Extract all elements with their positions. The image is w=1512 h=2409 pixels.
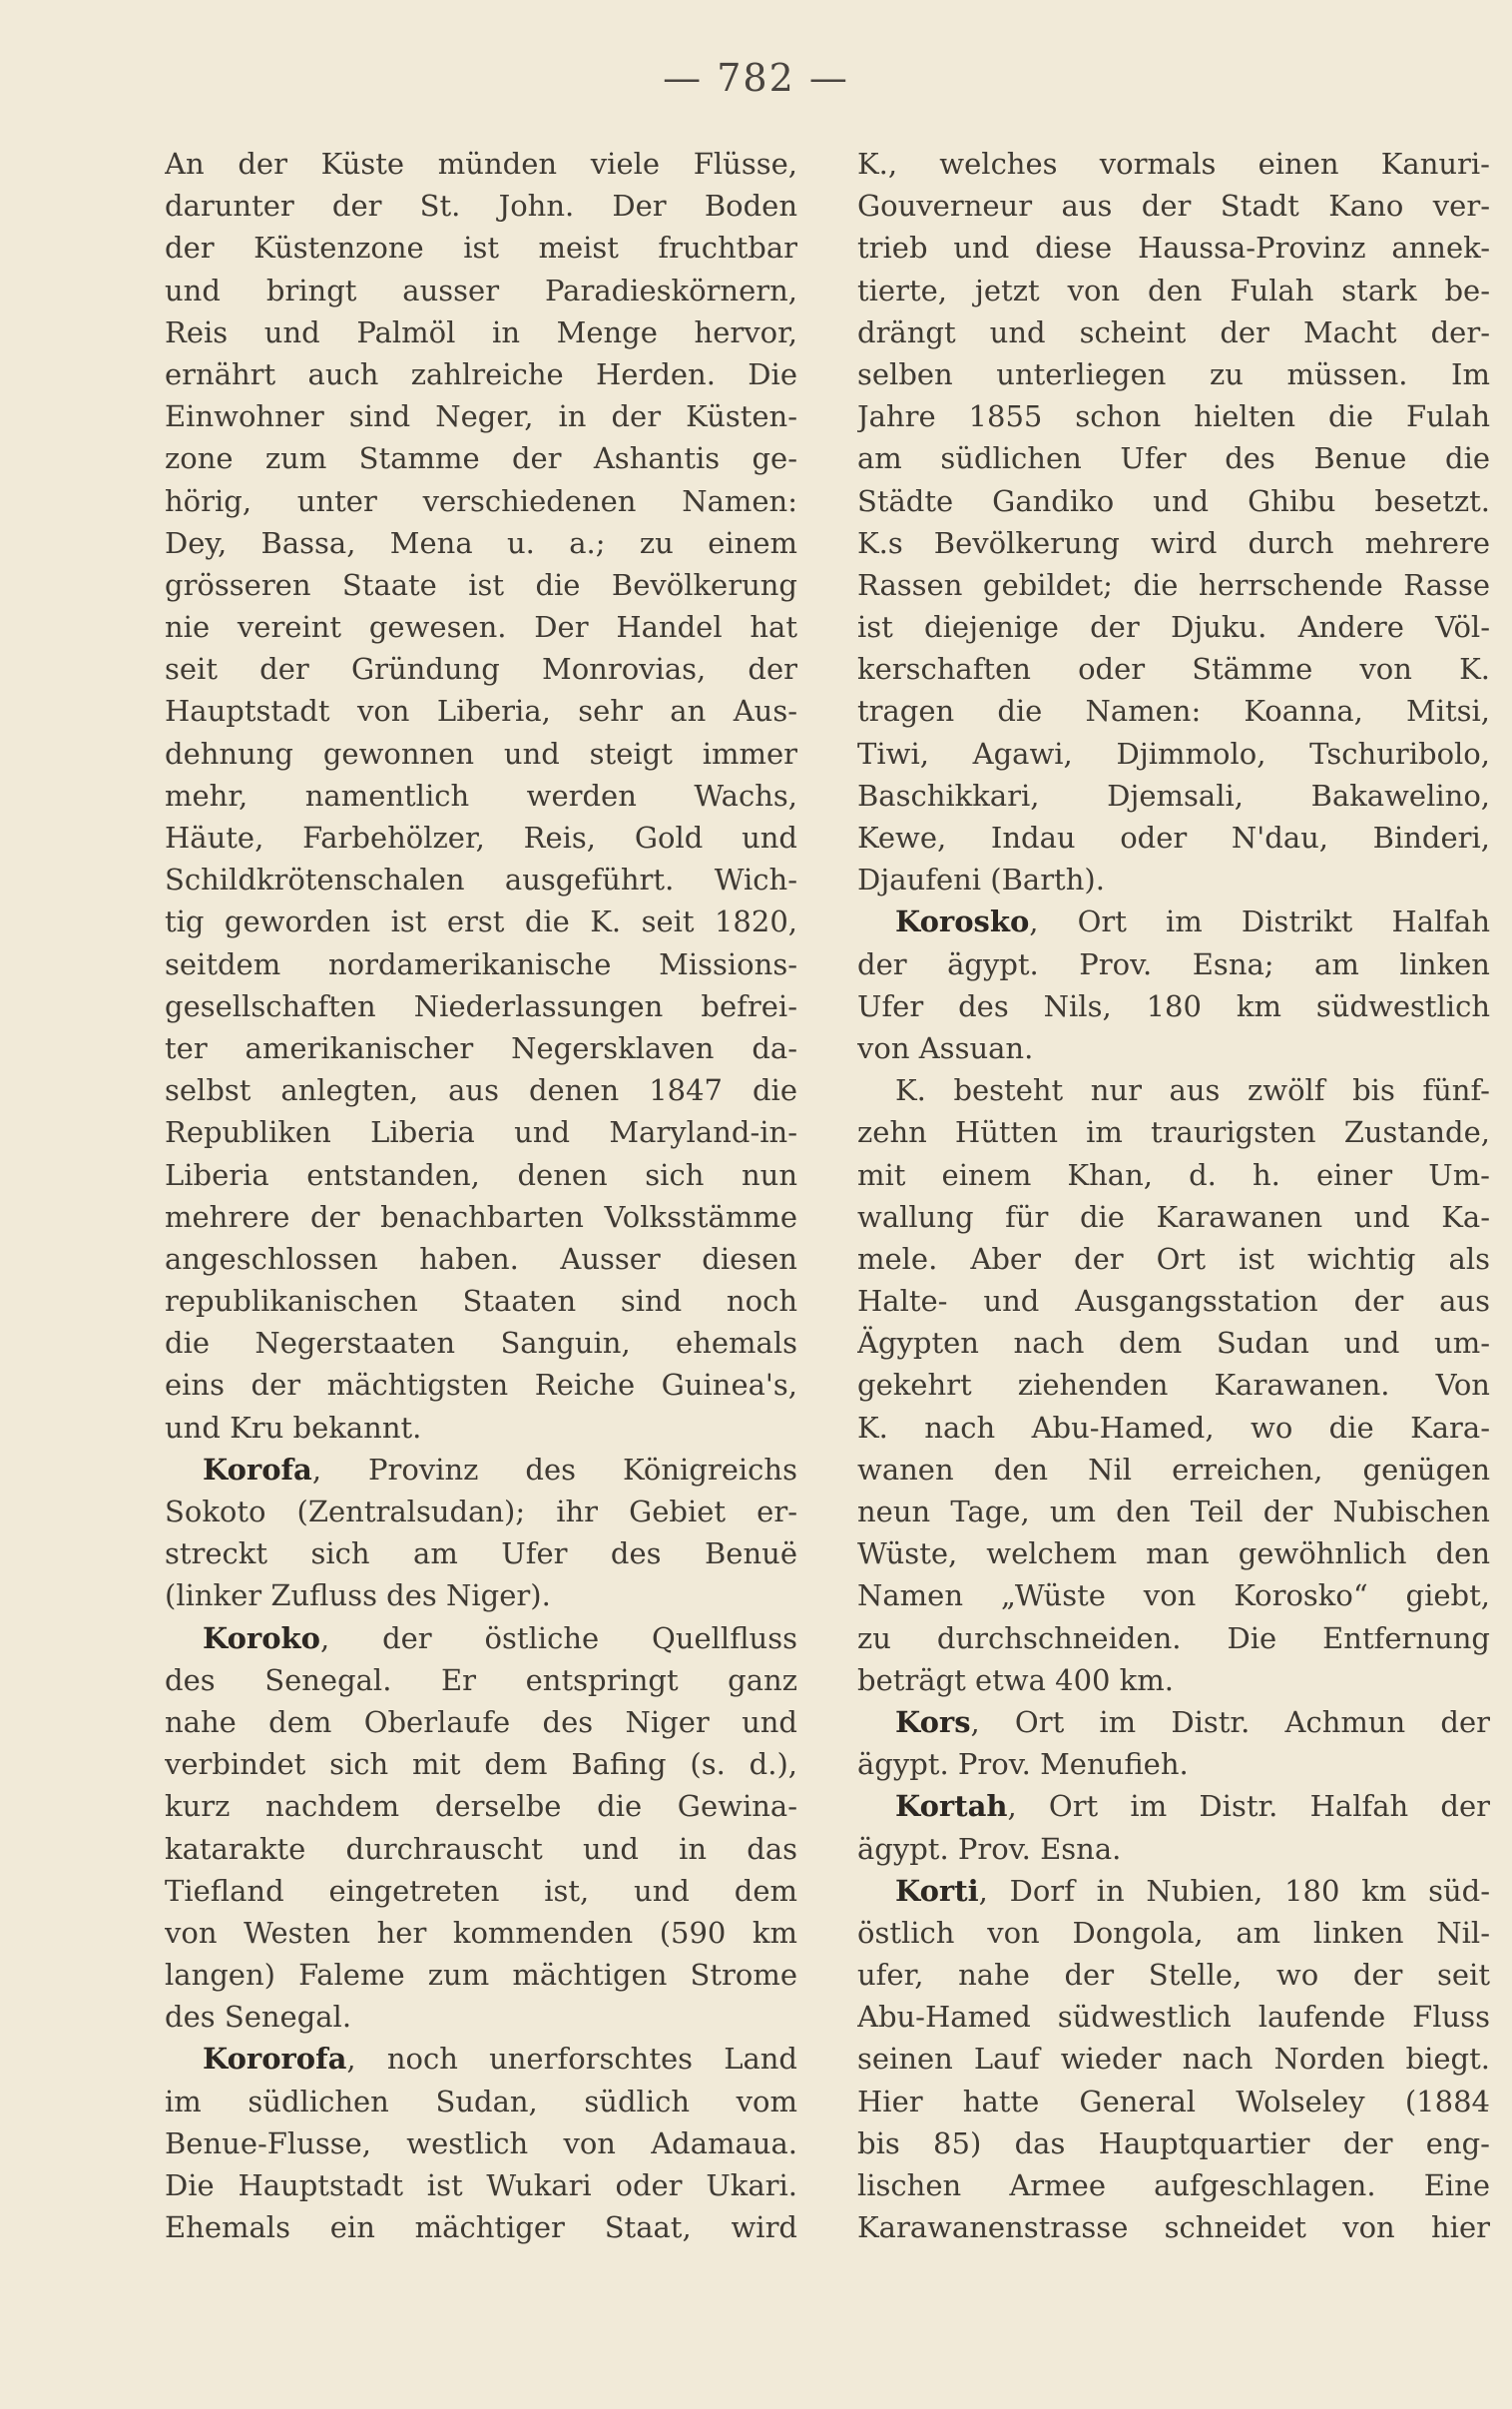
- line-text: Djaufeni (Barth).: [857, 863, 1105, 898]
- line-text: ist diejenige der Djuku. Andere Völ-: [857, 610, 1490, 645]
- line-text: Abu-Hamed südwestlich laufende Fluss: [857, 2000, 1490, 2035]
- text-line: [857, 1870, 1490, 1912]
- text-line: [165, 775, 797, 817]
- line-text: dehnung gewonnen und steigt immer: [165, 736, 797, 771]
- line-text: , Ort im Distrikt Halfah: [1029, 904, 1490, 939]
- line-text: östlich von Dongola, am linken Nil-: [857, 1915, 1490, 1950]
- line-text: Häute, Farbehölzer, Reis, Gold und: [165, 821, 797, 855]
- line-text: ägypt. Prov. Menufieh.: [857, 1747, 1189, 1782]
- line-text: gesellschaften Niederlassungen befrei-: [165, 988, 797, 1023]
- text-line: [857, 1238, 1490, 1280]
- line-text: Ehemals ein mächtiger Staat, wird: [165, 2210, 797, 2245]
- text-line: [165, 1743, 797, 1785]
- page-number: — 782 —: [663, 56, 849, 100]
- line-text: Karawanenstrasse schneidet von hier: [857, 2210, 1490, 2245]
- text-line: [857, 1491, 1490, 1532]
- text-line: [857, 480, 1490, 522]
- line-text: Baschikkari, Djemsali, Bakawelino,: [857, 778, 1490, 813]
- line-text: tierte, jetzt von den Fulah stark be-: [857, 273, 1490, 307]
- text-line: [165, 2164, 797, 2206]
- text-line: [165, 985, 797, 1027]
- text-line: [165, 733, 797, 775]
- entry-headword: Kortah: [895, 1789, 1008, 1824]
- line-text: zehn Hütten im traurigsten Zustande,: [857, 1115, 1490, 1150]
- line-text: Ägypten nach dem Sudan und um-: [857, 1326, 1490, 1361]
- line-text: im südlichen Sudan, südlich vom: [165, 2084, 797, 2118]
- line-text: tig geworden ist erst die K. seit 1820,: [165, 904, 797, 939]
- text-line: [165, 1280, 797, 1322]
- text-line: [857, 311, 1490, 353]
- line-text: , Provinz des Königreichs: [311, 1452, 797, 1487]
- line-text: angeschlossen haben. Ausser diesen: [165, 1241, 797, 1276]
- text-line: [857, 1449, 1490, 1491]
- text-line: [857, 775, 1490, 817]
- entry-headword: Koroko: [203, 1620, 320, 1655]
- line-text: Jahre 1855 schon hielten die Fulah: [857, 399, 1490, 434]
- text-line: [165, 1322, 797, 1364]
- line-text: Benue-Flusse, westlich von Adamaua.: [165, 2125, 797, 2160]
- line-text: Städte Gandiko und Ghibu besetzt.: [857, 483, 1490, 518]
- text-line: [857, 648, 1490, 690]
- text-line: [857, 2081, 1490, 2122]
- text-line: [857, 1069, 1490, 1111]
- line-text: Halte- und Ausgangsstation der aus: [857, 1284, 1490, 1319]
- line-text: Sokoto (Zentralsudan); ihr Gebiet er-: [165, 1495, 797, 1528]
- text-line: [165, 690, 797, 732]
- text-line: [165, 859, 797, 901]
- line-text: drängt und scheint der Macht der-: [857, 314, 1490, 349]
- line-text: Hier hatte General Wolseley (1884: [857, 2084, 1490, 2118]
- line-text: tragen die Namen: Koanna, Mitsi,: [857, 694, 1490, 729]
- line-text: Rassen gebildet; die herrschende Rasse: [857, 567, 1490, 602]
- text-line: [165, 1238, 797, 1280]
- line-text: selbst anlegten, aus denen 1847 die: [165, 1073, 797, 1108]
- line-text: gekehrt ziehenden Karawanen. Von: [857, 1368, 1490, 1403]
- text-line: [857, 185, 1490, 227]
- line-text: langen) Faleme zum mächtigen Strome: [165, 1958, 797, 1993]
- line-text: K. besteht nur aus zwölf bis fünf-: [895, 1073, 1490, 1108]
- text-line: [165, 2081, 797, 2122]
- line-text: katarakte durchrauscht und in das: [165, 1831, 797, 1866]
- line-text: mehr, namentlich werden Wachs,: [165, 778, 797, 813]
- text-line: [857, 733, 1490, 775]
- text-line: [857, 1532, 1490, 1574]
- line-text: seit der Gründung Monrovias, der: [165, 652, 797, 687]
- line-text: des Senegal. Er entspringt ganz: [165, 1662, 797, 1697]
- text-line: [857, 985, 1490, 1027]
- line-text: Reis und Palmöl in Menge hervor,: [165, 314, 797, 349]
- text-line: [165, 1701, 797, 1743]
- text-line: [165, 395, 797, 437]
- entry-headword: Kororofa: [203, 2042, 347, 2077]
- line-text: Tiwi, Agawi, Djimmolo, Tschuribolo,: [857, 736, 1490, 771]
- line-text: An der Küste münden viele Flüsse,: [165, 147, 797, 181]
- line-text: Liberia entstanden, denen sich nun: [165, 1157, 797, 1192]
- text-line: [165, 143, 797, 185]
- line-text: ufer, nahe der Stelle, wo der seit: [857, 1958, 1490, 1993]
- line-text: Die Hauptstadt ist Wukari oder Ukari.: [165, 2168, 797, 2202]
- text-line: [165, 1491, 797, 1532]
- text-line: [857, 1996, 1490, 2038]
- line-text: und bringt ausser Paradieskörnern,: [165, 273, 797, 307]
- text-line: [165, 522, 797, 564]
- text-line: [857, 606, 1490, 648]
- text-line: [165, 1785, 797, 1827]
- line-text: (linker Zufluss des Niger).: [165, 1578, 551, 1613]
- text-line: [857, 353, 1490, 395]
- line-text: K.s Bevölkerung wird durch mehrere: [857, 525, 1490, 560]
- text-line: [165, 2122, 797, 2164]
- text-line: [165, 1574, 797, 1616]
- entry-headword: Kors: [895, 1704, 971, 1739]
- text-line: [165, 564, 797, 606]
- text-line: [165, 437, 797, 479]
- text-line: [165, 185, 797, 227]
- text-line: [165, 648, 797, 690]
- text-line: [165, 353, 797, 395]
- text-line: [165, 227, 797, 269]
- line-text: Ufer des Nils, 180 km südwestlich: [857, 988, 1490, 1023]
- line-text: zone zum Stamme der Ashantis ge-: [165, 441, 797, 476]
- text-line: [857, 1407, 1490, 1449]
- line-text: Kewe, Indau oder N'dau, Binderi,: [857, 821, 1490, 855]
- line-text: trieb und diese Haussa-Provinz annek-: [857, 231, 1490, 266]
- line-text: Hauptstadt von Liberia, sehr an Aus-: [165, 694, 797, 729]
- line-text: von Assuan.: [857, 1030, 1034, 1065]
- line-text: , Ort im Distr. Achmun der: [970, 1704, 1490, 1739]
- text-line: [857, 817, 1490, 859]
- text-line: [165, 1407, 797, 1449]
- text-line: [165, 1111, 797, 1153]
- text-line: [165, 1532, 797, 1574]
- line-text: der ägypt. Prov. Esna; am linken: [857, 946, 1490, 981]
- line-text: ägypt. Prov. Esna.: [857, 1831, 1122, 1866]
- text-line: [165, 1954, 797, 1996]
- text-line: [165, 1154, 797, 1196]
- line-text: seitdem nordamerikanische Missions-: [165, 946, 797, 981]
- text-line: [165, 1027, 797, 1069]
- entry-headword: Korosko: [895, 904, 1030, 939]
- text-line: [857, 690, 1490, 732]
- text-line: [857, 395, 1490, 437]
- text-line: [857, 437, 1490, 479]
- text-line: [165, 817, 797, 859]
- text-line: [857, 1322, 1490, 1364]
- text-line: [857, 2122, 1490, 2164]
- line-text: mele. Aber der Ort ist wichtig als: [857, 1241, 1490, 1276]
- text-line: [857, 564, 1490, 606]
- text-line: [857, 1196, 1490, 1238]
- line-text: republikanischen Staaten sind noch: [165, 1284, 797, 1319]
- text-line: [857, 1027, 1490, 1069]
- text-line: [857, 1828, 1490, 1870]
- line-text: , Ort im Distr. Halfah der: [1007, 1789, 1490, 1824]
- line-text: K., welches vormals einen Kanuri-: [857, 147, 1490, 181]
- text-line: [857, 1701, 1490, 1743]
- text-line: [165, 1828, 797, 1870]
- text-line: [857, 522, 1490, 564]
- line-text: Gouverneur aus der Stadt Kano ver-: [857, 189, 1490, 224]
- text-line: [165, 1449, 797, 1491]
- text-line: [857, 1154, 1490, 1196]
- line-text: kurz nachdem derselbe die Gewina-: [165, 1789, 797, 1824]
- line-text: bis 85) das Hauptquartier der eng-: [857, 2125, 1490, 2160]
- line-text: Tiefland eingetreten ist, und dem: [165, 1873, 797, 1908]
- text-line: [165, 1659, 797, 1701]
- line-text: K. nach Abu-Hamed, wo die Kara-: [857, 1410, 1490, 1445]
- text-line: [857, 1785, 1490, 1827]
- line-text: der Küstenzone ist meist fruchtbar: [165, 231, 797, 266]
- text-line: [165, 1069, 797, 1111]
- text-line: [857, 270, 1490, 311]
- line-text: und Kru bekannt.: [165, 1410, 422, 1445]
- line-text: Namen „Wüste von Korosko“ giebt,: [857, 1578, 1490, 1613]
- text-line: [857, 1743, 1490, 1785]
- line-text: am südlichen Ufer des Benue die: [857, 441, 1490, 476]
- text-line: [165, 1996, 797, 2038]
- line-text: von Westen her kommenden (590 km: [165, 1915, 797, 1950]
- line-text: hörig, unter verschiedenen Namen:: [165, 483, 797, 518]
- line-text: zu durchschneiden. Die Entfernung: [857, 1620, 1490, 1655]
- line-text: , noch unerforschtes Land: [346, 2042, 797, 2077]
- text-line: [165, 1364, 797, 1406]
- entry-headword: Korti: [895, 1873, 979, 1908]
- line-text: seinen Lauf wieder nach Norden biegt.: [857, 2042, 1490, 2077]
- line-text: Dey, Bassa, Mena u. a.; zu einem: [165, 525, 797, 560]
- line-text: eins der mächtigsten Reiche Guinea's,: [165, 1368, 797, 1403]
- line-text: selben unterliegen zu müssen. Im: [857, 356, 1490, 391]
- line-text: mehrere der benachbarten Volksstämme: [165, 1199, 797, 1234]
- line-text: Wüste, welchem man gewöhnlich den: [857, 1536, 1490, 1571]
- text-line: [857, 901, 1490, 942]
- line-text: des Senegal.: [165, 2000, 352, 2035]
- right-column: [857, 143, 1490, 2248]
- text-line: [165, 1870, 797, 1912]
- text-line: [165, 2206, 797, 2248]
- line-text: die Negerstaaten Sanguin, ehemals: [165, 1326, 797, 1361]
- text-line: [165, 1912, 797, 1954]
- text-line: [165, 901, 797, 942]
- line-text: grösseren Staate ist die Bevölkerung: [165, 567, 797, 602]
- text-line: [165, 1196, 797, 1238]
- line-text: nahe dem Oberlaufe des Niger und: [165, 1704, 797, 1739]
- text-line: [857, 143, 1490, 185]
- line-text: verbindet sich mit dem Bafing (s. d.),: [165, 1747, 797, 1782]
- text-line: [857, 1617, 1490, 1659]
- line-text: ter amerikanischer Negersklaven da-: [165, 1030, 797, 1065]
- line-text: darunter der St. John. Der Boden: [165, 189, 797, 224]
- line-text: beträgt etwa 400 km.: [857, 1662, 1174, 1697]
- text-line: [165, 480, 797, 522]
- left-column: [165, 143, 797, 2248]
- text-line: [857, 1912, 1490, 1954]
- text-line: [857, 943, 1490, 985]
- text-line: [857, 1364, 1490, 1406]
- text-line: [857, 2038, 1490, 2080]
- line-text: lischen Armee aufgeschlagen. Eine: [857, 2168, 1490, 2202]
- line-text: Schildkrötenschalen ausgeführt. Wich-: [165, 863, 797, 898]
- line-text: , Dorf in Nubien, 180 km süd-: [978, 1873, 1490, 1908]
- line-text: wallung für die Karawanen und Ka-: [857, 1199, 1490, 1234]
- text-line: [857, 859, 1490, 901]
- text-line: [857, 1280, 1490, 1322]
- text-line: [857, 1954, 1490, 1996]
- line-text: neun Tage, um den Teil der Nubischen: [857, 1495, 1490, 1528]
- line-text: , der östliche Quellfluss: [319, 1620, 797, 1655]
- text-line: [857, 227, 1490, 269]
- text-line: [165, 1617, 797, 1659]
- line-text: ernährt auch zahlreiche Herden. Die: [165, 356, 797, 391]
- line-text: kerschaften oder Stämme von K.: [857, 652, 1490, 687]
- line-text: streckt sich am Ufer des Benuë: [165, 1536, 797, 1571]
- text-line: [165, 270, 797, 311]
- line-text: Einwohner sind Neger, in der Küsten-: [165, 399, 797, 434]
- line-text: Republiken Liberia und Maryland-in-: [165, 1115, 797, 1150]
- line-text: wanen den Nil erreichen, genügen: [857, 1452, 1490, 1487]
- text-line: [857, 2206, 1490, 2248]
- line-text: nie vereint gewesen. Der Handel hat: [165, 610, 797, 645]
- text-line: [165, 606, 797, 648]
- text-line: [165, 2038, 797, 2080]
- line-text: mit einem Khan, d. h. einer Um-: [857, 1157, 1490, 1192]
- text-line: [857, 2164, 1490, 2206]
- text-line: [165, 311, 797, 353]
- text-line: [857, 1111, 1490, 1153]
- text-line: [857, 1659, 1490, 1701]
- entry-headword: Korofa: [203, 1452, 312, 1487]
- text-line: [857, 1574, 1490, 1616]
- text-line: [165, 943, 797, 985]
